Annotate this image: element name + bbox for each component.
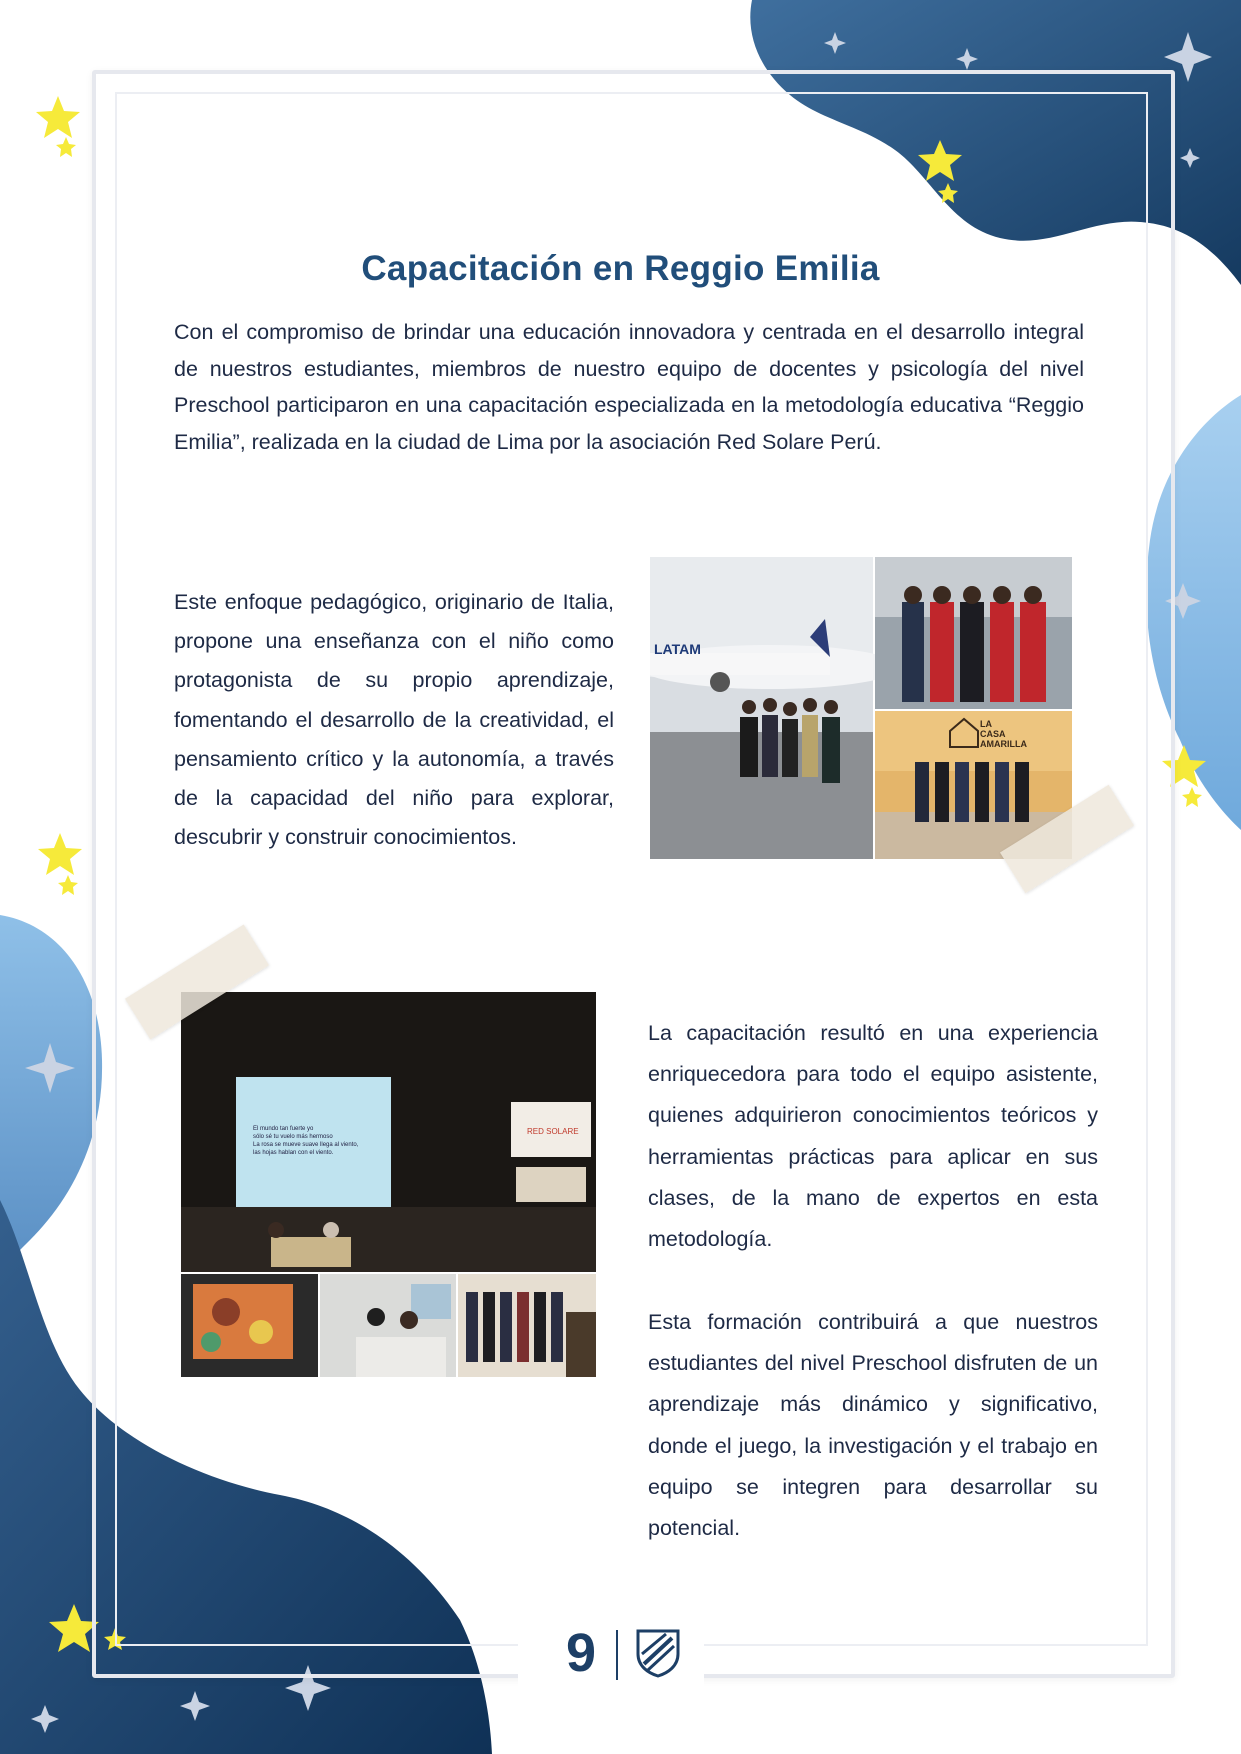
speakers-photo	[320, 1274, 456, 1377]
group-photo-staircase	[458, 1274, 596, 1377]
sign-line-2: CASA	[980, 729, 1006, 739]
screen-text: RED SOLARE	[527, 1127, 579, 1136]
airport-photo	[650, 557, 900, 859]
slide-line-1: El mundo tan fuerte yo	[253, 1126, 314, 1132]
slide-line-2: sólo sé tu vuelo más hermoso	[253, 1134, 333, 1140]
sign-line-1: LA	[980, 719, 992, 729]
intro-paragraph: Con el compromiso de brindar una educación innovadora y centrada en el desarrollo integral de nuestros estudiantes, miembros de nuestro equipo de docentes y psicología del nivel Preschool participaron en una capacitación especializada en la metodología educativa “Reggio Emilia”, realizada en la ciudad de Lima por la asociación Red Solare Perú.	[174, 320, 1084, 454]
approach-paragraph: Este enfoque pedagógico, originario de Italia, propone una enseñanza con el niño como protagonista de su propio aprendizaje, fomentando el desarrollo de la creatividad, el pensamiento crítico y la autonomía, a través de la capacidad del niño para explorar, descubrir y construir conocimientos.	[174, 590, 614, 850]
photo-collage-conference	[181, 992, 596, 1377]
auditorium-photo	[181, 992, 596, 1272]
outcome-paragraph: Esta formación contribuirá a que nuestros estudiantes del nivel Preschool disfruten de un aprendizaje más dinámico y significativo, donde el juego, la investigación y el trabajo en equipo se integren para desarrollar su potencial.	[648, 1310, 1098, 1541]
slide-line-4: las hojas hablan con el viento.	[253, 1150, 334, 1156]
group-photo-aprons	[875, 557, 1072, 709]
left-light-blob	[0, 915, 102, 1270]
school-crest-icon	[636, 1628, 680, 1678]
airline-text: LATAM	[654, 641, 701, 657]
sign-line-3: AMARILLA	[980, 739, 1027, 749]
page-title: Capacitación en Reggio Emilia	[361, 249, 880, 289]
experience-paragraph: La capacitación resultó en una experiencia enriquecedora para todo el equipo asistente, quienes adquirieron conocimientos teóricos y herramientas prácticas para aplicar en sus clases, de la mano de expertos en esta metodología.	[648, 1021, 1098, 1252]
photo-collage-travel	[650, 557, 1072, 859]
slide-line-3: La rosa se mueve suave llega al viento,	[253, 1142, 359, 1148]
footer-divider	[616, 1630, 618, 1680]
page-number: 9	[565, 1623, 597, 1683]
artwork-photo	[181, 1274, 318, 1377]
